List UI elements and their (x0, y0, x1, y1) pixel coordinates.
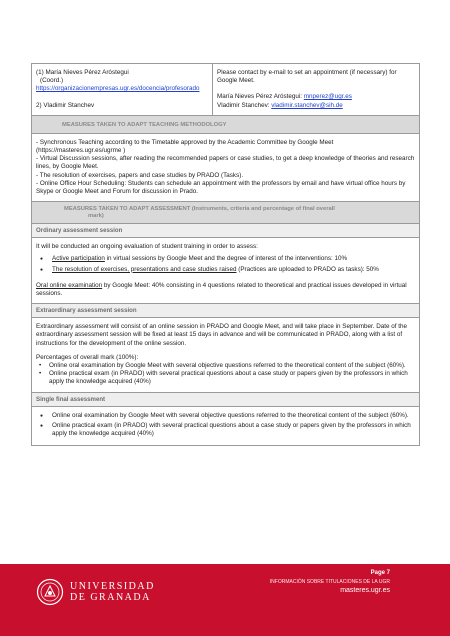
info-label: INFORMACIÓN SOBRE TITULACIONES DE LA UGR (269, 579, 390, 585)
tutors-row (32, 64, 419, 116)
list-item (36, 255, 415, 263)
university-name-line-2: DE GRANADA (70, 592, 151, 603)
single-final-title: Single final assessment (32, 393, 419, 407)
university-seal-icon (36, 578, 64, 606)
participation-label: Active participation (52, 255, 105, 263)
single-final-body (32, 407, 419, 446)
profesorado-link[interactable]: https://organizacionempresas.ugr.es/docencia/profesorado (36, 85, 200, 93)
extraordinary-session-title: Extraordinary assessment session (32, 304, 419, 318)
tutor-2-email-link[interactable]: vladimir.stanchev@sih.de (271, 101, 343, 109)
tutors-right-cell (213, 64, 419, 115)
assessment-header-line-2: mark) (88, 213, 104, 220)
tutor-2-name: 2) Vladimir Stanchev (36, 101, 95, 109)
tutor-1-email-label: María Nieves Pérez Aróstegui: (217, 93, 304, 101)
tutor-1-email-line (217, 93, 415, 101)
footer-info (270, 569, 390, 595)
oral-exam-paragraph (36, 282, 415, 298)
extraordinary-items (36, 362, 415, 387)
list-item: ● Online oral examination by Google Meet with several objective questions referred to the theoretical content of the subject (60%). (36, 412, 415, 420)
ordinary-session-body (32, 238, 419, 304)
page-footer (0, 564, 450, 636)
extraordinary-percentages-label: Percentages of overall mark (100%): (36, 353, 139, 361)
document-page (31, 63, 420, 446)
page-number: Page 7 (370, 570, 390, 576)
contact-note: Please contact by e-mail to set an appointment (if necessary) for Google Meet. (217, 69, 397, 85)
list-item (36, 266, 415, 274)
methodology-line-2: - Virtual Discussion sessions, after reading the recommended papers or case studies, to get a deep knowledge of theories and research lines, by Google Meet. (36, 155, 415, 171)
methodology-body (32, 134, 419, 202)
guide-table (31, 63, 420, 446)
university-logo (36, 578, 155, 606)
extraordinary-session-body (32, 318, 419, 392)
tutor-1-role: (Coord.) (40, 77, 64, 85)
tutor-1-email-link[interactable]: mnperez@ugr.es (303, 93, 352, 101)
ordinary-intro: It will be conducted an ongoing evaluation of student training in order to assess: (36, 243, 258, 251)
participation-detail: in virtual sessions by Google Meet and the degree of interest of the interventions: 10% (104, 255, 348, 263)
site-label[interactable]: masteres.ugr.es (340, 587, 390, 594)
methodology-line-3: - The resolution of exercises, papers and case studies by PRADO (Tasks). (36, 171, 244, 179)
list-item: • Online practical exam (in PRADO) with several practical questions about a case study or papers given by the professors in which apply the knowledge acquired (40%) (36, 370, 415, 386)
oral-exam-detail: by Google Meet: 40% consisting in 4 questions related to theoretical and practical issues developed in virtual sessions. (36, 281, 407, 298)
methodology-line-4: - Online Office Hour Scheduling: Students can schedule an appointment with the professors by email and have virtual office hours by Skype or Google Meet and Forum for discussion in Prado. (36, 179, 406, 196)
ordinary-criteria-list (36, 255, 415, 273)
tutor-1-name: (1) María Nieves Pérez Aróstegui (36, 69, 129, 76)
single-final-items (36, 412, 415, 439)
assessment-header-line-1: MEASURES TAKEN TO ADAPT ASSESSMENT (Instruments, criteria and percentage of final overall (64, 206, 335, 213)
ordinary-session-title: Ordinary assessment session (32, 224, 419, 238)
exercises-detail: (Practices are uploaded to PRADO as tasks): 50% (236, 265, 379, 273)
methodology-line-1: - Synchronous Teaching according to the Timetable approved by the Academic Committee by Google Meet (https://masteres.ugr.es/ugrme ) (36, 138, 334, 155)
tutor-2-email-label: Vladimir Stanchev: (217, 101, 272, 109)
oral-exam-label: Oral online examination (36, 281, 103, 289)
tutor-2-email-line (217, 102, 415, 110)
assessment-header (32, 202, 419, 224)
list-item: ● Online practical exam (in PRADO) with several practical questions about a case study or papers given by the professors in which apply the knowledge acquired (40%) (36, 422, 415, 438)
list-item: • Online oral examination by Google Meet with several objective questions referred to the theoretical content of the subject (60%). (36, 362, 415, 370)
extraordinary-paragraph-1: Extraordinary assessment will consist of an online session in PRADO and Google Meet, and will take place in September. Date of the extraordinary assessment session will be fixed at least 15 days in advance and will be communicated in PRADO, along with a list of instructions for the development of the online session. (36, 323, 408, 347)
tutors-left-cell (32, 64, 213, 115)
exercises-label: The resolution of exercises, presentations and case studies raised (52, 265, 237, 273)
university-name-line-1: UNIVERSIDAD (70, 581, 155, 592)
methodology-header: MEASURES TAKEN TO ADAPT TEACHING METHODOLOGY (32, 116, 419, 134)
